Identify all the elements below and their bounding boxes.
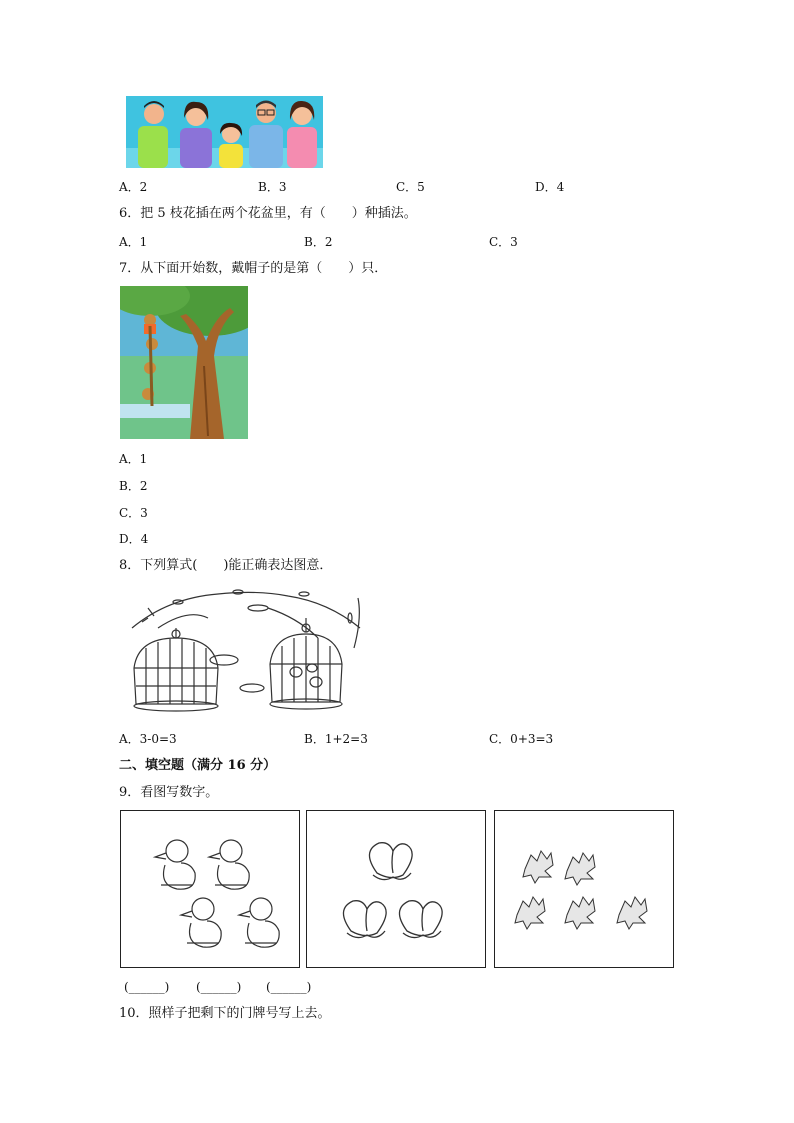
q8-option-b: B．1+2=3 bbox=[304, 732, 368, 746]
q9-blank-3[interactable]: (______) bbox=[266, 980, 312, 994]
q8-option-c: C．0+3=3 bbox=[489, 732, 554, 746]
q7-option-a: A．1 bbox=[119, 452, 148, 466]
q5-option-d: D．4 bbox=[535, 180, 565, 194]
q9-text: 9．看图写数字。 bbox=[119, 785, 219, 800]
q7-text: 7．从下面开始数，戴帽子的是第（ ）只． bbox=[119, 261, 388, 276]
leaf-icon bbox=[523, 851, 553, 883]
family-image bbox=[126, 96, 323, 168]
q5-option-c: C．5 bbox=[396, 180, 425, 194]
leaves-picture-box bbox=[494, 810, 674, 968]
monkeys-tree-image bbox=[120, 286, 248, 439]
q9-blank-2[interactable]: (______) bbox=[196, 980, 242, 994]
q6-option-b: B．2 bbox=[304, 235, 333, 249]
q8-option-a: A．3-0=3 bbox=[119, 732, 177, 746]
q7-option-d: D．4 bbox=[119, 532, 149, 546]
peach-icon bbox=[369, 843, 412, 880]
duck-icon bbox=[155, 840, 195, 889]
q8-text: 8．下列算式( )能正确表达图意． bbox=[119, 558, 333, 573]
q10-text: 10．照样子把剩下的门牌号写上去。 bbox=[119, 1006, 331, 1021]
q6-option-a: A．1 bbox=[119, 235, 148, 249]
ducks-picture-box bbox=[120, 810, 300, 968]
q5-option-a: A．2 bbox=[119, 180, 148, 194]
q9-blank-1[interactable]: (______) bbox=[124, 980, 170, 994]
q7-option-b: B．2 bbox=[119, 479, 148, 493]
birdcages-image bbox=[128, 588, 364, 718]
q7-option-c: C．3 bbox=[119, 506, 148, 520]
section-title: 二、填空题（满分 16 分） bbox=[119, 758, 277, 773]
q6-option-c: C．3 bbox=[489, 235, 518, 249]
peaches-picture-box bbox=[306, 810, 486, 968]
q5-option-b: B．3 bbox=[258, 180, 287, 194]
q6-text: 6．把 5 枝花插在两个花盆里，有（ ）种插法。 bbox=[119, 206, 417, 221]
